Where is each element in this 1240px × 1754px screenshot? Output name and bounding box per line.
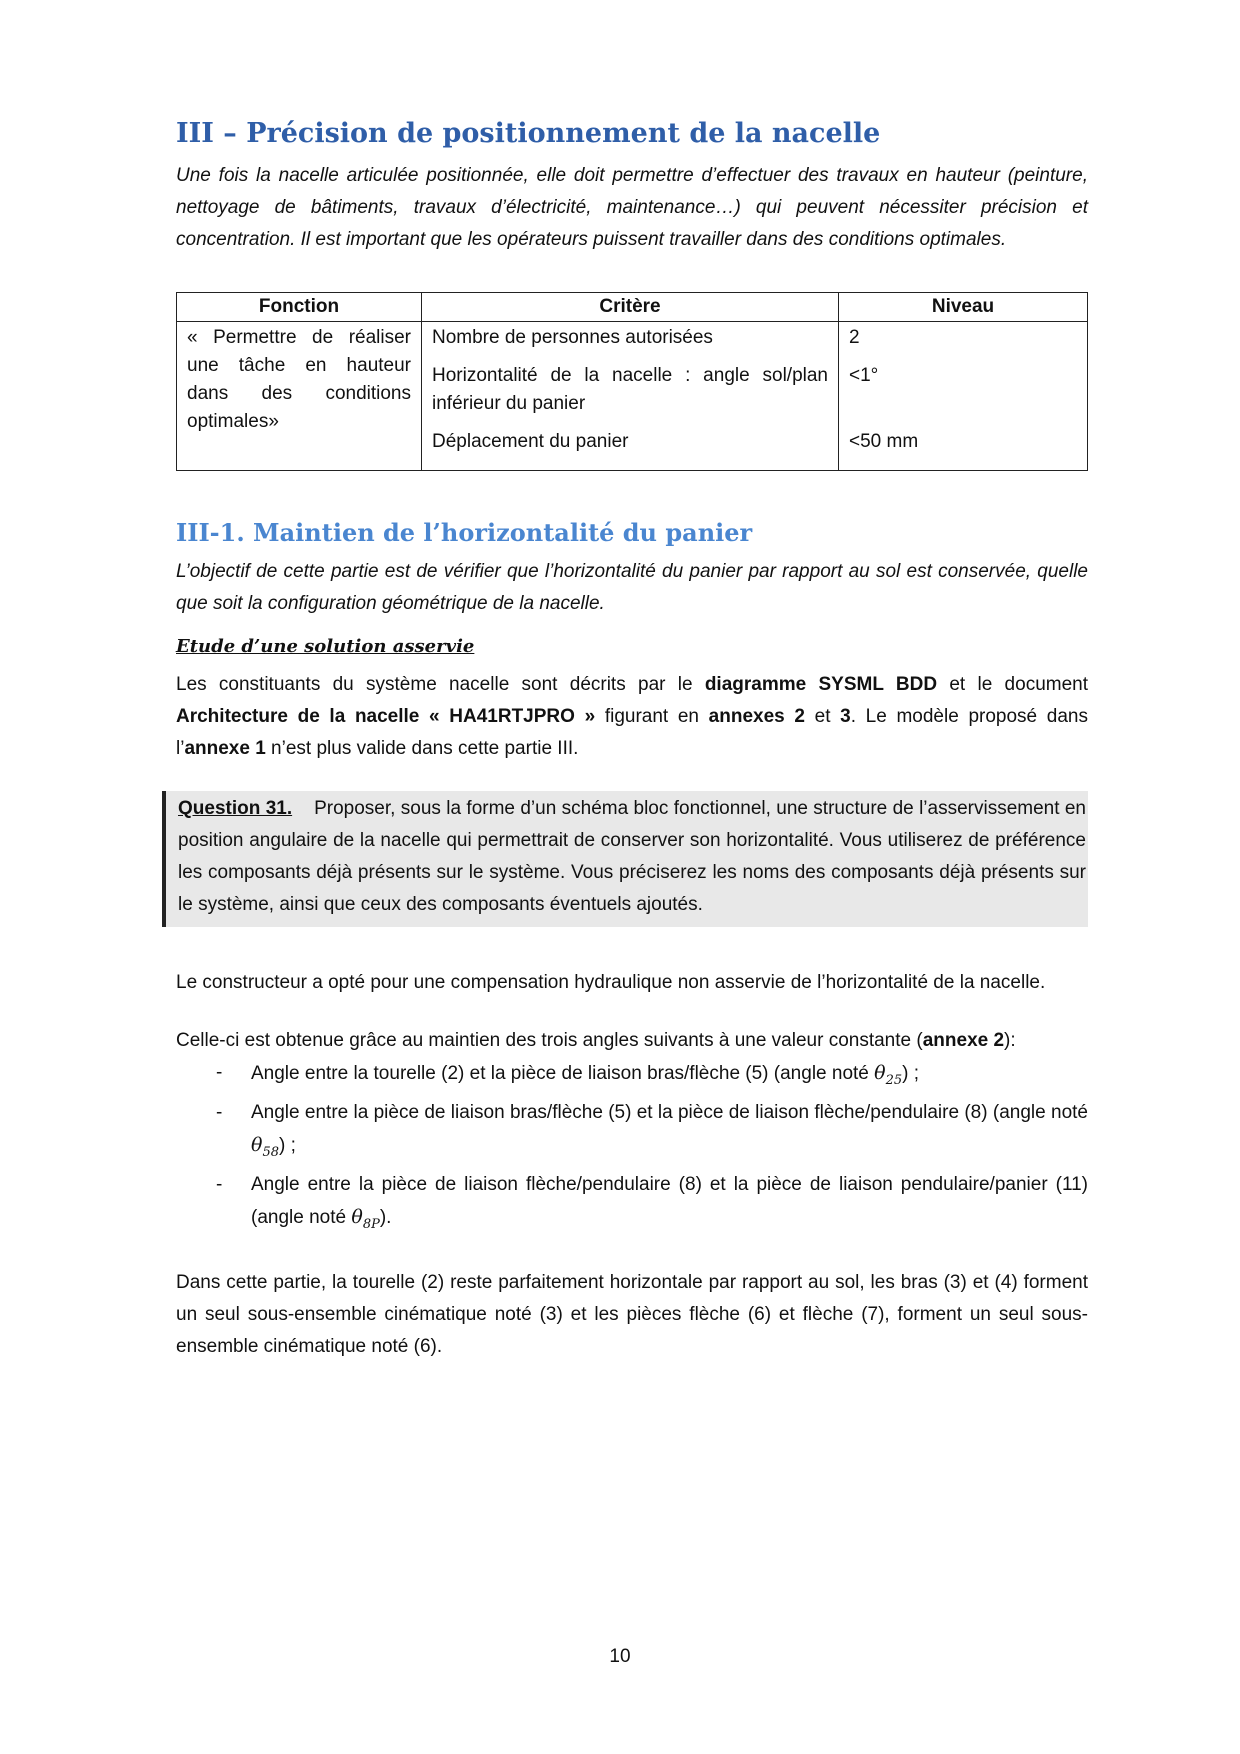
theta-symbol <box>251 1133 279 1160</box>
bold-run: 3 <box>840 706 851 728</box>
angles-list <box>176 1057 1088 1240</box>
theta-symbol <box>351 1205 380 1232</box>
dash-bullet-icon: - <box>216 1062 223 1084</box>
text-run: et <box>804 706 841 728</box>
niveau-item: 2 <box>849 327 860 349</box>
text-run: n’est plus valide dans cette partie III. <box>265 738 579 760</box>
text-run: . Le modèle proposé dans l’ <box>176 706 1088 760</box>
page-content <box>176 118 1088 1363</box>
math-subscript: 58 <box>262 1144 279 1160</box>
body-paragraph-2 <box>176 1025 1088 1057</box>
header-fonction: Fonction <box>177 293 422 322</box>
body-paragraph-3: Dans cette partie, la tourelle (2) reste parfaitement horizontale par rapport au sol, les bras (3) et (4) forment un seul sous-ensemble cinématique noté (3) et les pièces flèche (6) et flèche (7), forment un seul sous-ensemble cinématique noté (6). <box>176 1271 1088 1357</box>
text-run: Angle entre la pièce de liaison flèche/pendulaire (8) et la pièce de liaison pendulaire/panier (11) (angle noté <box>251 1173 1088 1228</box>
niveau-item: <1° <box>849 365 879 387</box>
section-intro: Une fois la nacelle articulée positionnée, elle doit permettre d’effectuer des travaux en hauteur (peinture, nettoyage de bâtiments, travaux d’électricité, maintenance…) qui peuvent nécessiter précision et concentration. Il est important que les opérateurs puissent travailler dans des conditions optimales. <box>176 165 1088 251</box>
math-symbol: θ <box>874 1062 886 1085</box>
math-symbol: θ <box>351 1205 363 1228</box>
niveau-cell <box>839 322 1088 471</box>
bold-run: Architecture de la nacelle « HA41RTJPRO » <box>176 706 596 728</box>
page-number: 10 <box>609 1646 631 1667</box>
text-run: Celle-ci est obtenue grâce au maintien des trois angles suivants à une valeur constante ( <box>176 1030 923 1052</box>
criteria-table <box>176 292 1088 471</box>
header-critere: Critère <box>422 293 839 322</box>
critere-cell <box>422 322 839 471</box>
math-symbol: θ <box>251 1133 263 1156</box>
bold-run: diagramme SYSML BDD <box>704 674 938 696</box>
list-item <box>216 1057 1088 1097</box>
question-box <box>162 791 1088 927</box>
bold-run: annexe 1 <box>184 738 266 760</box>
text-run: et le document <box>937 674 1088 696</box>
text-run: ) ; <box>902 1063 920 1085</box>
table-row <box>177 322 1088 471</box>
text-run: Angle entre la tourelle (2) et la pièce de liaison bras/flèche (5) (angle noté <box>251 1063 875 1085</box>
list-item <box>216 1097 1088 1169</box>
math-subscript: 25 <box>885 1072 903 1088</box>
subsection-intro: L’objectif de cette partie est de vérifier que l’horizontalité du panier par rapport au sol est conservée, quelle que soit la configuration géométrique de la nacelle. <box>176 561 1088 615</box>
table-header-row <box>177 293 1088 322</box>
question-label: Question 31. <box>178 798 293 820</box>
math-subscript: 8P <box>362 1216 380 1232</box>
critere-item: Nombre de personnes autorisées <box>432 327 713 349</box>
fonction-cell: « Permettre de réaliser une tâche en hauteur dans des conditions optimales» <box>177 322 422 471</box>
text-run: Les constituants du système nacelle sont décrits par le <box>176 674 705 696</box>
etude-paragraph <box>176 669 1088 765</box>
body-paragraph-1: Le constructeur a opté pour une compensation hydraulique non asservie de l’horizontalité de la nacelle. <box>176 972 1046 994</box>
question-text: Proposer, sous la forme d’un schéma bloc fonctionnel, une structure de l’asservissement en position angulaire de la nacelle qui permettrait de conserver son horizontalité. Vous utiliserez de préférence les composants déjà présents sur le système. Vous préciserez les noms des composants déjà présents sur le système, ainsi que ceux des composants éventuels ajoutés. <box>178 798 1086 916</box>
section-title: III – Précision de positionnement de la nacelle <box>176 118 881 149</box>
bold-run: annexe 2 <box>922 1030 1005 1052</box>
critere-item: Horizontalité de la nacelle : angle sol/plan inférieur du panier <box>432 365 828 415</box>
critere-item: Déplacement du panier <box>432 431 629 453</box>
text-run: figurant en <box>595 706 709 728</box>
dash-bullet-icon: - <box>216 1101 223 1123</box>
text-run: Angle entre la pièce de liaison bras/flèche (5) et la pièce de liaison flèche/pendulaire (8) (angle noté <box>251 1101 1088 1123</box>
list-item <box>216 1169 1088 1241</box>
dash-bullet-icon: - <box>216 1173 223 1195</box>
etude-title: Etude d’une solution asservie <box>176 636 475 658</box>
text-run: ): <box>1004 1030 1016 1052</box>
niveau-item: <50 mm <box>849 431 919 453</box>
header-niveau: Niveau <box>839 293 1088 322</box>
subsection-title: III-1. Maintien de l’horizontalité du panier <box>176 518 753 548</box>
bold-run: annexes 2 <box>708 706 805 728</box>
theta-symbol <box>874 1062 903 1088</box>
text-run: ) ; <box>279 1134 296 1156</box>
text-run: ). <box>379 1206 392 1228</box>
